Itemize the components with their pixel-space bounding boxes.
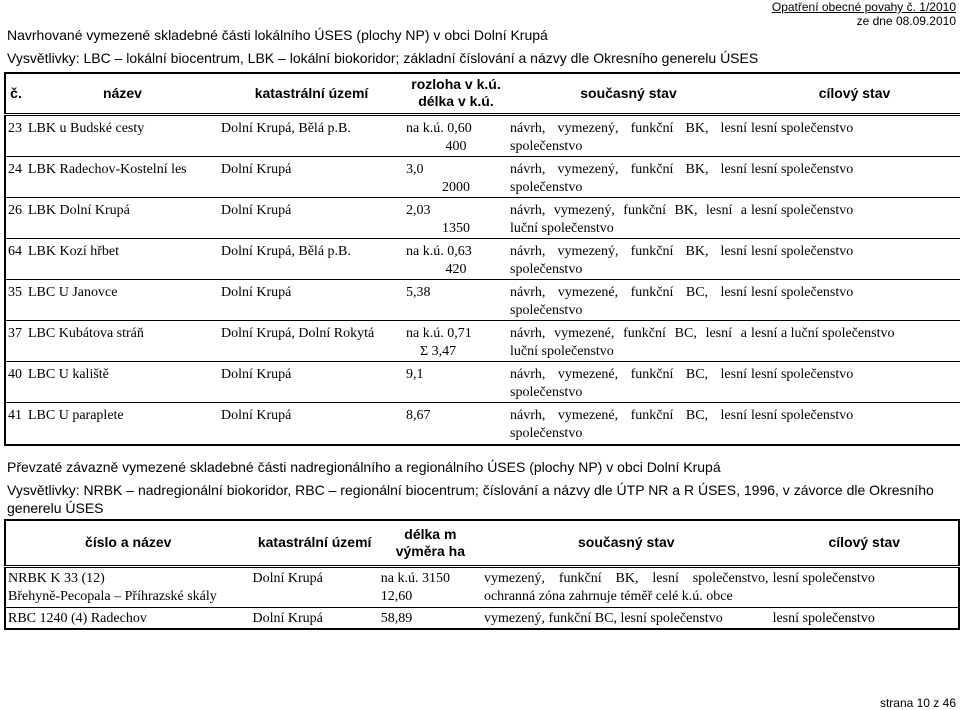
table-row — [5, 566, 959, 607]
row-name: LBC U Janovce — [28, 284, 118, 300]
section2-title: Převzaté závazně vymezené skladebné části nadregionálního a regionálního ÚSES (plochy NP) v obci Dolní Krupá — [7, 459, 721, 475]
row-target-state: lesní společenstvo — [772, 610, 875, 626]
row-name: RBC 1240 (4) Radechov — [8, 610, 147, 626]
table-row — [5, 238, 960, 279]
row-current-state: návrh, vymezené, funkční BC, lesní společenstvo — [510, 284, 747, 318]
col-header-name: název — [103, 84, 142, 101]
row-length-value: na k.ú. 3150 — [380, 570, 450, 586]
row-sum-value: Σ 3,47 — [420, 343, 457, 359]
row-size-value: na k.ú. 0,60 — [406, 120, 472, 136]
col-header-number: č. — [10, 84, 22, 101]
row-cadastral: Dolní Krupá — [221, 161, 292, 177]
row-current-state: návrh, vymezený, funkční BK, lesní a luční společenstvo — [510, 202, 747, 236]
row-name: LBK Kozí hřbet — [28, 243, 119, 259]
row-cadastral: Dolní Krupá — [252, 570, 323, 586]
document-reference: Opatření obecné povahy č. 1/2010 — [771, 0, 956, 14]
document-header — [772, 0, 956, 28]
col-header-target-state: cílový stav — [828, 534, 901, 551]
row-target-state: lesní společenstvo — [751, 161, 854, 177]
col-header-size — [404, 73, 508, 114]
col-header-size-line2: délka v k.ú. — [418, 93, 494, 110]
row-length-value: 1350 — [442, 220, 470, 236]
row-number: 24 — [8, 161, 22, 177]
row-size — [404, 156, 508, 197]
row-length-value: 400 — [445, 138, 467, 154]
row-cadastral: Dolní Krupá — [252, 610, 323, 626]
row-current-state: vymezený, funkční BC, lesní společenstvo — [483, 610, 723, 626]
row-current-state: návrh, vymezené, funkční BC, lesní společenstvo — [510, 366, 747, 400]
row-cadastral: Dolní Krupá, Dolní Rokytá — [221, 325, 375, 341]
row-name: LBC Kubátova stráň — [28, 325, 144, 341]
row-name: LBK Dolní Krupá — [28, 202, 130, 218]
row-area-value: 12,60 — [380, 588, 413, 604]
row-size — [404, 320, 508, 361]
section2-legend: Vysvětlivky: NRBK – nadregionální biokoridor, RBC – regionální biocentrum; číslování a názvy dle ÚTP NR a R ÚSES, 1996, v závorce dle Okresního generelu ÚSES — [7, 482, 934, 516]
row-number: 41 — [8, 407, 22, 423]
row-target-state: lesní společenstvo — [772, 570, 875, 586]
row-size — [404, 114, 508, 156]
row-name: LBK Radechov-Kostelní les — [28, 161, 187, 177]
row-size-value: 5,38 — [406, 284, 431, 300]
table-header-row — [5, 520, 959, 566]
col-header-current-state: současný stav — [580, 84, 677, 101]
row-size-value: na k.ú. 0,71 — [406, 325, 472, 341]
row-target-state: lesní společenstvo — [751, 202, 854, 218]
row-name-line1: NRBK K 33 (12) — [8, 570, 105, 586]
row-number: 23 — [8, 120, 22, 136]
table-row — [5, 402, 960, 445]
row-size: 58,89 — [380, 610, 413, 626]
col-header-length-line2: výměra ha — [395, 542, 465, 559]
table-row — [5, 361, 960, 402]
row-number: 40 — [8, 366, 22, 382]
row-number: 26 — [8, 202, 22, 218]
row-cadastral: Dolní Krupá — [221, 284, 292, 300]
row-cadastral: Dolní Krupá, Bělá p.B. — [221, 243, 351, 259]
col-header-length-line1: délka m — [404, 525, 457, 542]
row-length-value: 420 — [445, 261, 467, 277]
row-current-state: návrh, vymezený, funkční BK, lesní společenstvo — [510, 120, 747, 154]
table-row — [5, 156, 960, 197]
row-current-state: návrh, vymezený, funkční BK, lesní společenstvo — [510, 161, 747, 195]
col-header-size-line1: rozloha v k.ú. — [411, 76, 501, 93]
row-target-state: lesní společenstvo — [751, 243, 854, 259]
col-header-cadastral: katastrální území — [254, 84, 369, 101]
table-row — [5, 607, 959, 629]
table-header-row — [5, 73, 960, 114]
page-number: strana 10 z 46 — [879, 696, 956, 710]
row-target-state: lesní společenstvo — [751, 366, 854, 382]
row-length-value: 2000 — [442, 179, 470, 195]
table-row — [5, 320, 960, 361]
row-name — [5, 566, 251, 607]
local-uses-table — [4, 72, 960, 446]
row-size — [404, 238, 508, 279]
row-target-state: lesní společenstvo — [751, 407, 854, 423]
row-size — [379, 566, 482, 607]
row-size-value: 2,03 — [406, 202, 431, 218]
row-number: 64 — [8, 243, 22, 259]
row-size — [404, 402, 508, 445]
col-header-length — [379, 520, 482, 566]
row-current-state: návrh, vymezené, funkční BC, lesní společenstvo — [510, 407, 747, 441]
row-number: 37 — [8, 325, 22, 341]
row-size-value: 9,1 — [406, 366, 424, 382]
section1-legend: Vysvětlivky: LBC – lokální biocentrum, LBK – lokální biokoridor; základní číslování a názvy dle Okresního generelu ÚSES — [7, 50, 759, 66]
row-current-state: návrh, vymezený, funkční BK, lesní společenstvo — [510, 243, 747, 277]
row-cadastral: Dolní Krupá, Bělá p.B. — [221, 120, 351, 136]
row-target-state: lesní a luční společenstvo — [751, 325, 895, 341]
row-cadastral: Dolní Krupá — [221, 407, 292, 423]
row-size — [404, 279, 508, 320]
col-header-number-name: číslo a název — [85, 534, 172, 551]
section1-title: Navrhované vymezené skladebné části lokálního ÚSES (plochy NP) v obci Dolní Krupá — [7, 27, 548, 43]
row-current-state: vymezený, funkční BK, lesní společenstvo, ochranná zóna zahrnuje téměř celé k.ú. obce — [483, 570, 769, 604]
row-target-state: lesní společenstvo — [751, 284, 854, 300]
table-row — [5, 114, 960, 156]
row-size-value: na k.ú. 0,63 — [406, 243, 472, 259]
col-header-current-state: současný stav — [578, 534, 675, 551]
row-current-state: návrh, vymezené, funkční BC, lesní a luční společenstvo — [510, 325, 747, 359]
row-name-line2: Břehyně-Pecopala – Příhrazské skály — [8, 588, 217, 604]
table-row — [5, 197, 960, 238]
row-size-value: 3,0 — [406, 161, 424, 177]
row-size — [404, 197, 508, 238]
row-number: 35 — [8, 284, 22, 300]
table-row — [5, 279, 960, 320]
col-header-target-state: cílový stav — [818, 84, 891, 101]
row-size-value: 8,67 — [406, 407, 431, 423]
regional-uses-table — [4, 519, 960, 630]
row-name: LBK u Budské cesty — [28, 120, 145, 136]
row-name: LBC U paraplete — [28, 407, 124, 423]
row-cadastral: Dolní Krupá — [221, 366, 292, 382]
col-header-cadastral: katastrální území — [257, 534, 372, 551]
row-name: LBC U kaliště — [28, 366, 109, 382]
row-target-state: lesní společenstvo — [751, 120, 854, 136]
row-size — [404, 361, 508, 402]
row-cadastral: Dolní Krupá — [221, 202, 292, 218]
document-date: ze dne 08.09.2010 — [856, 14, 956, 28]
